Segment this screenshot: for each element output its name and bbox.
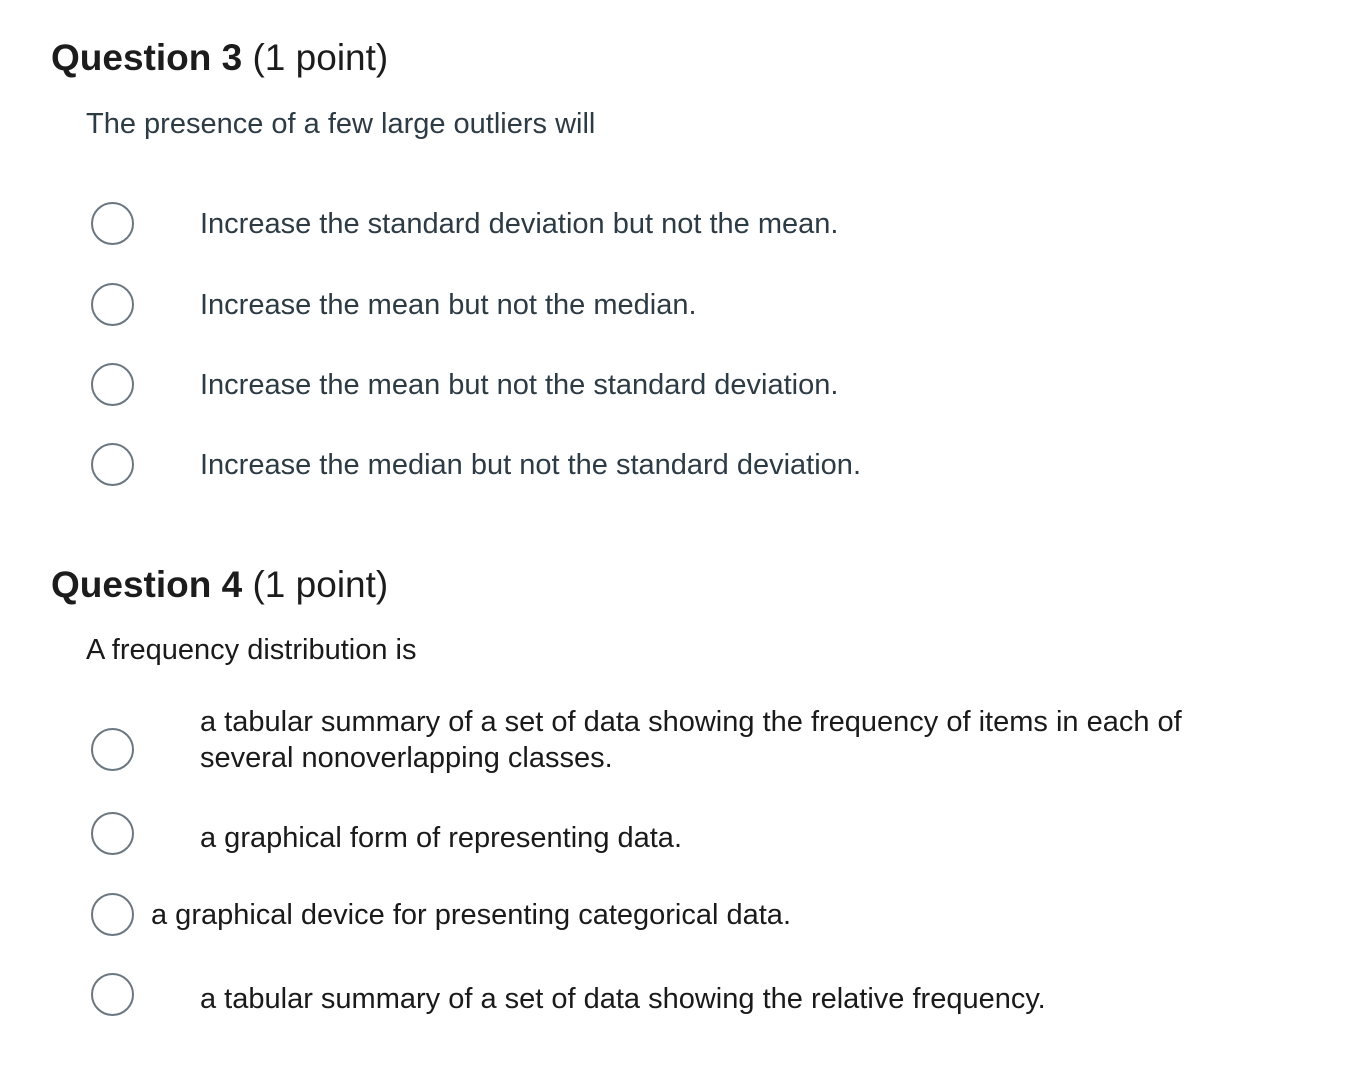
answer-label-line-1[interactable]: a tabular summary of a set of data showing the frequency of items in each of: [200, 706, 1182, 738]
answer-label[interactable]: a graphical device for presenting categorical data.: [151, 899, 791, 931]
radio-button[interactable]: [91, 363, 134, 406]
answer-label[interactable]: Increase the mean but not the median.: [200, 289, 697, 321]
answer-label[interactable]: a graphical form of representing data.: [200, 822, 682, 854]
question-4-title: [51, 563, 388, 607]
answer-label[interactable]: Increase the median but not the standard deviation.: [200, 449, 861, 481]
question-4-text: A frequency distribution is: [86, 634, 417, 666]
radio-button[interactable]: [91, 728, 134, 771]
answer-label[interactable]: Increase the standard deviation but not the mean.: [200, 208, 839, 240]
answer-label[interactable]: a tabular summary of a set of data showing the relative frequency.: [200, 983, 1046, 1015]
radio-button[interactable]: [91, 973, 134, 1016]
radio-button[interactable]: [91, 283, 134, 326]
radio-button[interactable]: [91, 202, 134, 245]
question-number: Question 4: [51, 564, 243, 605]
question-3-text: The presence of a few large outliers will: [86, 108, 596, 140]
question-number: Question 3: [51, 37, 243, 78]
radio-button[interactable]: [91, 443, 134, 486]
radio-button[interactable]: [91, 812, 134, 855]
answer-label-line-2[interactable]: several nonoverlapping classes.: [200, 742, 613, 774]
question-points: (1 point): [252, 37, 389, 78]
radio-button[interactable]: [91, 893, 134, 936]
answer-label[interactable]: Increase the mean but not the standard deviation.: [200, 369, 839, 401]
question-3-title: [51, 36, 388, 80]
question-points: (1 point): [252, 564, 389, 605]
